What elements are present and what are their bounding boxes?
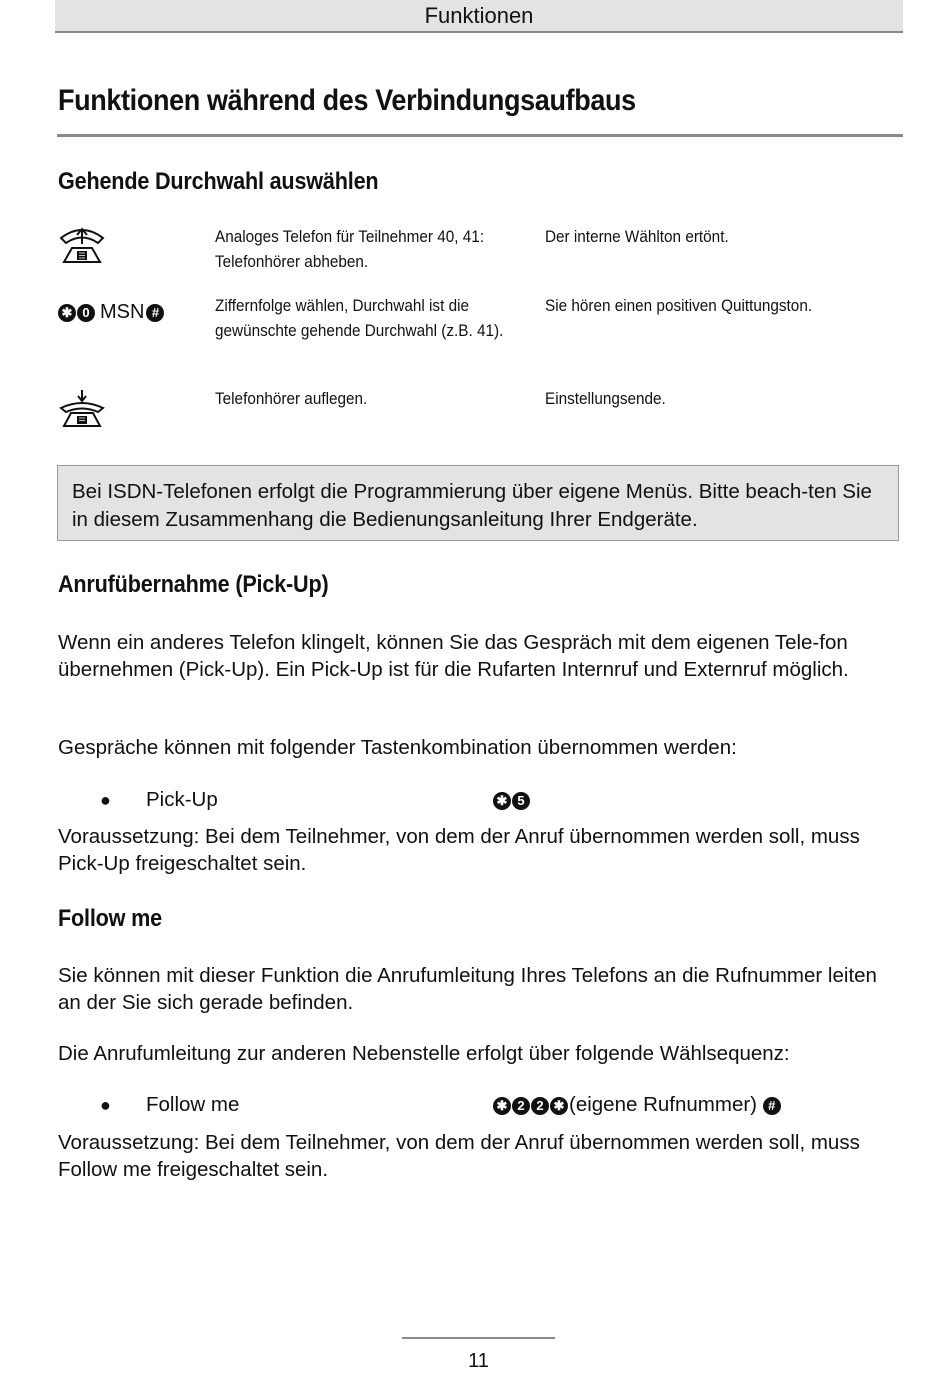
msn-label: MSN	[100, 301, 145, 323]
digit-key-icon: 2	[531, 1097, 549, 1115]
own-number-label: (eigene Rufnummer)	[569, 1093, 757, 1116]
step-action: Analoges Telefon für Teilnehmer 40, 41: Telefonhörer abheben.	[215, 227, 485, 271]
note-box	[57, 465, 899, 541]
star-key-icon: ✱	[493, 792, 511, 810]
section-heading-pickup: Anrufübernahme (Pick-Up)	[58, 571, 329, 598]
dial-sequence	[58, 301, 165, 324]
title-rule	[57, 134, 903, 137]
section-heading-outgoing: Gehende Durchwahl auswählen	[58, 168, 379, 195]
pickup-intro: Wenn ein anderes Telefon klingelt, können Sie das Gespräch mit dem eigenen Tele-fon übernehmen (Pick-Up). Ein Pick-Up ist für die Rufarten Internruf und Externruf möglich.	[58, 631, 849, 681]
digit-key-icon: 2	[512, 1097, 530, 1115]
pickup-requirement: Voraussetzung: Bei dem Teilnehmer, von dem der Anruf übernommen werden soll, muss Pick-Up freigeschaltet sein.	[58, 825, 860, 875]
step-action: Telefonhörer auflegen.	[215, 389, 368, 408]
footer-rule	[402, 1337, 555, 1339]
note-text: Bei ISDN-Telefonen erfolgt die Programmierung über eigene Menüs. Bitte beach-ten Sie in diesem Zusammenhang die Bedienungsanleitung Ihrer Endgeräte.	[72, 480, 872, 531]
follow-requirement: Voraussetzung: Bei dem Teilnehmer, von dem der Anruf übernommen werden soll, muss Follow me freigeschaltet sein.	[58, 1131, 860, 1181]
step-result: Einstellungsende.	[545, 389, 666, 408]
digit-key-icon: 5	[512, 792, 530, 810]
running-header-title: Funktionen	[424, 3, 534, 28]
bullet-label: Follow me	[146, 1093, 240, 1116]
step-result: Der interne Wählton ertönt.	[545, 227, 729, 246]
step-result: Sie hören einen positiven Quittungston.	[545, 296, 813, 315]
phone-onhook-icon	[58, 386, 106, 433]
hash-key-icon: #	[146, 304, 164, 322]
step-row	[58, 386, 903, 430]
list-item	[58, 1091, 903, 1119]
section-heading-follow: Follow me	[58, 905, 162, 932]
pickup-combo-text: Gespräche können mit folgender Tastenkombination übernommen werden:	[58, 736, 737, 759]
bullet-icon: ●	[100, 790, 111, 810]
page-title: Funktionen während des Verbindungsaufbaus	[58, 84, 636, 117]
step-row	[58, 224, 903, 274]
running-header	[55, 0, 903, 33]
follow-sequence-text: Die Anrufumleitung zur anderen Nebenstelle erfolgt über folgende Wählsequenz:	[58, 1042, 790, 1065]
star-key-icon: ✱	[493, 1097, 511, 1115]
star-key-icon: ✱	[58, 304, 76, 322]
follow-intro: Sie können mit dieser Funktion die Anrufumleitung Ihres Telefons an die Rufnummer leiten an der Sie sich gerade befinden.	[58, 964, 877, 1014]
digit-key-icon: 0	[77, 304, 95, 322]
key-sequence	[493, 1091, 782, 1119]
list-item	[58, 786, 903, 814]
bullet-icon: ●	[100, 1095, 111, 1115]
star-key-icon: ✱	[550, 1097, 568, 1115]
step-row	[58, 293, 903, 368]
phone-offhook-icon	[58, 224, 106, 271]
step-action: Ziffernfolge wählen, Durchwahl ist die gewünschte gehende Durchwahl (z.B. 41).	[215, 296, 504, 340]
hash-key-icon: #	[763, 1097, 781, 1115]
key-sequence	[493, 786, 531, 814]
bullet-label: Pick-Up	[146, 788, 218, 811]
page-number: 11	[468, 1350, 489, 1372]
